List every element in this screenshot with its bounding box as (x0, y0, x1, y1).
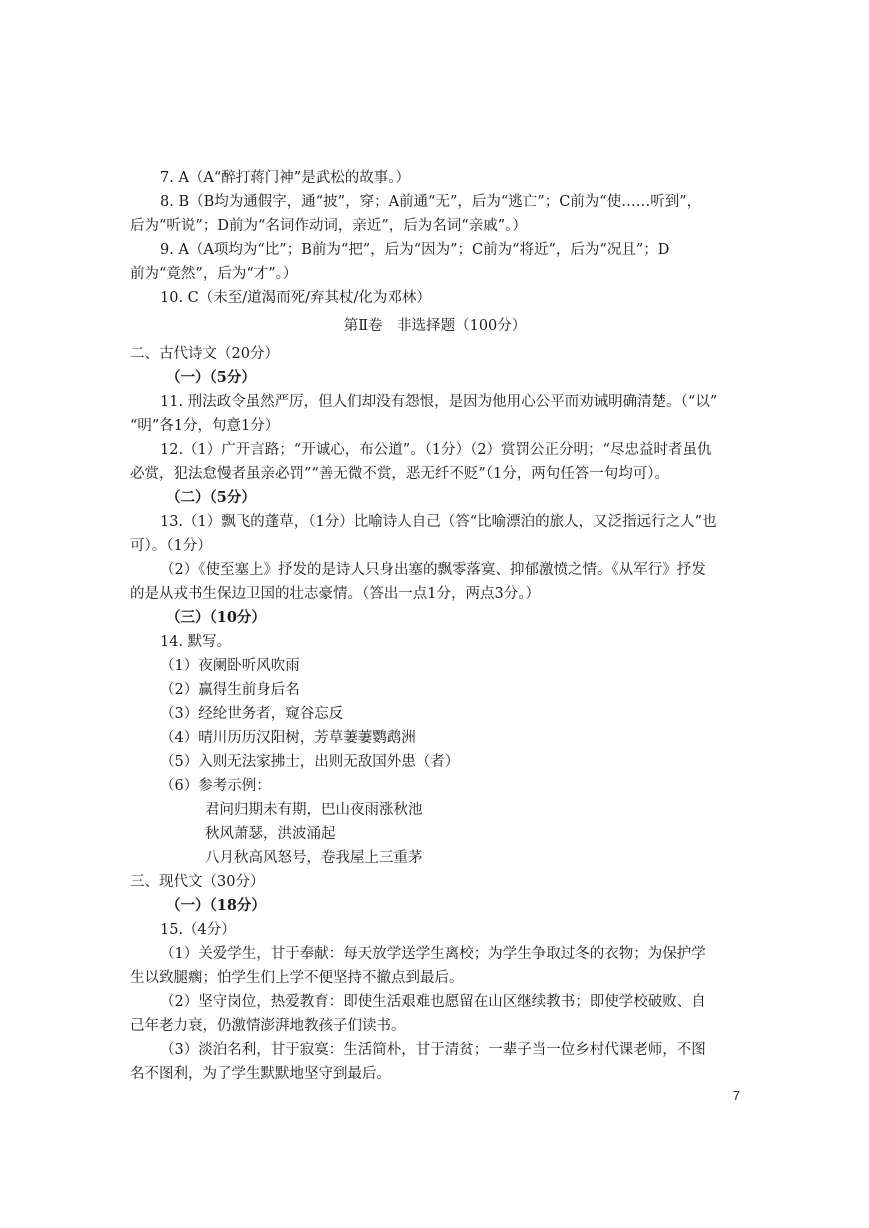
answer-13-2-cont: 的是从戎书生保边卫国的壮志豪情。（答出一点1分，两点3分。） (130, 586, 540, 602)
page-number: 7 (732, 1088, 740, 1103)
section-heading-modern-text: 三、现代文（30分） (130, 874, 265, 890)
answer-15-3-cont: 名不图利，为了学生默默地坚守到最后。 (130, 1066, 391, 1082)
answer-13-cont: 可）。（1分） (130, 538, 212, 554)
example-line-3: 八月秋高风怒号，卷我屋上三重茅 (205, 850, 423, 866)
answer-9: 9. A（A项均为“比”；B前为“把”，后为“因为”；C前为“将近”，后为“况且”；D (160, 242, 670, 258)
answer-15-1: （1）关爱学生，甘于奉献：每天放学送学生离校；为学生争取过冬的衣物；为保护学 (160, 946, 706, 962)
answer-12-cont: 必赏，犯法怠慢者虽亲必罚”“善无微不赏，恶无纤不贬”（1分，两句任答一句均可）。 (130, 466, 669, 482)
subsection-3-heading: （三）（10分） (166, 609, 266, 626)
subsection-1-heading: （一）（5分） (166, 369, 256, 386)
section-heading-ancient-poetry: 二、古代诗文（20分） (130, 346, 279, 362)
answer-14-6: （6）参考示例： (160, 778, 271, 794)
answer-14-4: （4）晴川历历汉阳树，芳草萋萋鹦鹉洲 (160, 730, 416, 746)
answer-14-1: （1）夜阑卧听风吹雨 (160, 658, 300, 674)
answer-15-3: （3）淡泊名利，甘于寂寞：生活简朴，甘于清贫；一辈子当一位乡村代课老师，不图 (160, 1042, 706, 1058)
answer-12: 12.（1）广开言路；“开诚心，布公道”。（1分）（2）赏罚公正分明；“尽忠益时者虽仇 (160, 442, 712, 458)
answer-14-3: （3）经纶世务者，窥谷忘反 (160, 706, 344, 722)
answer-14: 14. 默写。 (160, 634, 232, 650)
answer-13: 13.（1）飘飞的蓬草，（1分）比喻诗人自己（答“比喻漂泊的旅人，又泛指远行之人”也 (160, 514, 717, 530)
answer-15-2-cont: 己年老力衰，仍激情澎湃地教孩子们读书。 (130, 1018, 406, 1034)
answer-15-2: （2）坚守岗位，热爱教育：即使生活艰难也愿留在山区继续教书；即使学校破败、自 (160, 994, 706, 1010)
answer-14-5: （5）入则无法家拂士，出则无敌国外患（者） (160, 754, 460, 770)
answer-15: 15.（4分） (160, 922, 236, 938)
subsection-2-heading: （二）（5分） (166, 489, 256, 506)
example-line-2: 秋风萧瑟，洪波涌起 (205, 826, 336, 842)
example-line-1: 君问归期未有期，巴山夜雨涨秋池 (205, 802, 423, 818)
answer-8: 8. B（B均为通假字，通“披”，穿；A前通“无”，后为“逃亡”；C前为“使……听到”， (160, 194, 702, 210)
answer-14-2: （2）赢得生前身后名 (160, 682, 300, 698)
answer-11: 11. 刑法政令虽然严厉，但人们却没有怨恨，是因为他用心公平而劝诫明确清楚。（“以” (160, 394, 718, 410)
answer-15-1-cont: 生以致腿瘸；怕学生们上学不便坚持不撤点到最后。 (130, 970, 464, 986)
answer-8-cont: 后为“听说”；D前为“名词作动词，亲近”，后为名词“亲戚”。） (130, 218, 527, 234)
section-heading-part2: 第Ⅱ卷 非选择题（100分） (343, 318, 527, 334)
answer-10: 10. C（未至/道渴而死/弃其杖/化为邓林） (160, 290, 431, 306)
answer-13-2: （2）《使至塞上》抒发的是诗人只身出塞的飘零落寞、抑郁激愤之情。《从军行》抒发 (160, 562, 706, 578)
answer-7: 7. A（A“醉打蒋门神”是武松的故事。） (160, 170, 410, 186)
subsection-modern-1-heading: （一）（18分） (166, 897, 266, 914)
answer-9-cont: 前为“竟然”，后为“才”。） (130, 266, 298, 282)
answer-11-cont: “明”各1分，句意1分） (130, 418, 280, 434)
